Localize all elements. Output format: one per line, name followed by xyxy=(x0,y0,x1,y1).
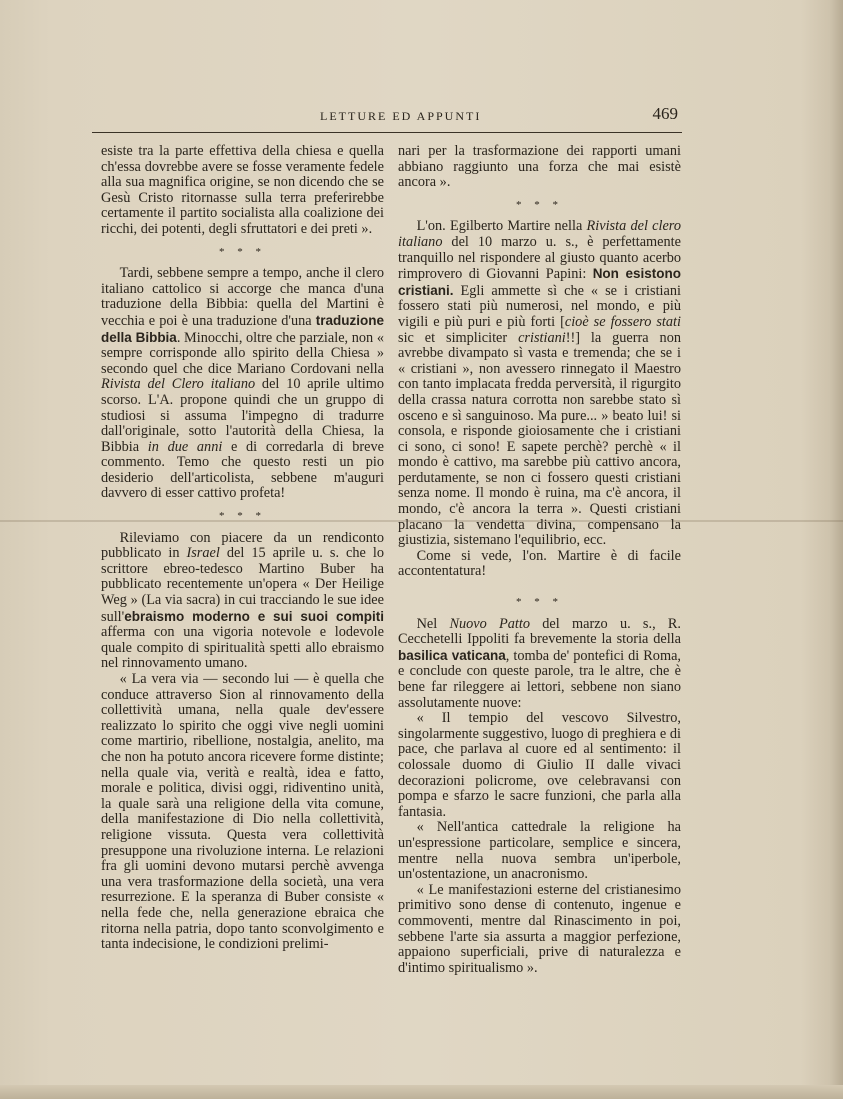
left-column xyxy=(101,144,384,953)
section-separator: * * * xyxy=(516,198,563,211)
paragraph: esiste tra la parte effettiva della chiesa e quella ch'essa dovrebbe avere se fosse veramente fedele alla sua magnifica origine, se non dicendo che se Gesù Cristo ritornasse sulla terra preferirebbe certamente il partito socialista alla coalizione dei ricchi, dei potenti, degli sfruttatori e dei preti ». xyxy=(101,143,384,237)
bold-phrase: ebraismo moderno e sui suoi compiti xyxy=(124,608,384,624)
italic-phrase: Rivista del Clero italiano xyxy=(101,376,256,393)
section-separator: * * * xyxy=(219,510,266,523)
page-edge-bottom xyxy=(0,1085,843,1099)
right-column xyxy=(398,144,681,976)
running-title: LETTURE ED APPUNTI xyxy=(320,109,482,123)
page-edge-right xyxy=(829,0,843,1099)
paragraph: « Il tempio del vescovo Silvestro, singolarmente suggestivo, luogo di preghiera e di pace, che parlava al cuore ed al sentimento: il colossale duomo di Giulio II dalle vivaci decorazioni policrome, ove celebravansi con pompa e sfarzo le sacre funzioni, che parla alla fantasia. xyxy=(398,710,681,820)
paragraph: nari per la trasformazione dei rapporti umani abbiano raggiunto una forza che mai esistè ancora ». xyxy=(398,143,681,191)
page-number: 469 xyxy=(652,104,678,123)
bold-phrase: basilica vaticana xyxy=(398,647,506,663)
page-header xyxy=(92,104,682,133)
section-separator: * * * xyxy=(516,596,563,609)
paragraph: L'on. Egilberto Martire nella Rivista del clero italiano del 10 marzo u. s., è perfettamente tranquillo nel rispondere al giusto quanto acerbo rimprovero di Giovanni Papini: Non esistono cristiani. Egli ammette sì che « se i cristiani fossero stati più numerosi, nel mondo, e più vigili e più puri e più forti [cioè se fossero stati sic et simpliciter cristiani!!] la guerra non avrebbe divampato sì vasta e tremenda; che se i « cristiani », non avessero rinnegato il Maestro con tanto implacata fredda perversità, il rigurgito della crassa natura corrotta non sarebbe stato sì osceno e sì sanguinoso. Ma pure... » beato lui! si consola, e risponde gioiosamente che i cristiani ci sono, ci sono! E sapete perchè? perchè « il mondo è cattivo, ma sarebbe più cattivo ancora, perdutamente, se non ci fossero questi cristiani senza nome. Il mondo è ruina, ma c'è ancora, il mondo, c'è ancora la terra ». Questi cristiani placano la vendetta divina, compensano la giustizia, sistemano l'equilibrio, ecc. xyxy=(398,218,681,549)
italic-phrase: cristiani xyxy=(518,329,566,346)
paragraph: Rileviamo con piacere da un rendiconto pubblicato in Israel del 15 aprile u. s. che lo scrittore ebreo-tedesco Martino Buber ha pubblicato recentemente un'opera « Der Heilige Weg » (La via sacra) in cui tracciando le sue idee sull'ebraismo moderno e sui suoi compiti afferma con una vigoria notevole e lodevole quale compito di spiritualità spetti allo ebraismo nel rinnovamento umano. xyxy=(101,529,384,672)
italic-phrase: cioè se fossero stati xyxy=(564,313,681,330)
paragraph: Come si vede, l'on. Martire è di facile accontentatura! xyxy=(398,547,681,580)
paragraph: Nel Nuovo Patto del marzo u. s., R. Cecchetelli Ippoliti fa brevemente la storia della basilica vaticana, tomba de' pontefici di Roma, e conclude con queste parole, tra le altre, che è bene far rileggere ai lettori, sebbene non siano assolutamente nuove: xyxy=(398,615,681,711)
italic-phrase: Israel xyxy=(186,545,220,562)
paragraph: Tardi, sebbene sempre a tempo, anche il clero italiano cattolico si accorge che manca d'una traduzione della Bibbia: quella del Martini è vecchia e poi è una traduzione d'una traduzione della Bibbia. Minocchi, oltre che parziale, non « sempre corrisponde allo spirito della Chiesa » secondo quel che dice Mariano Cordovani nella Rivista del Clero italiano del 10 aprile ultimo scorso. L'A. propone quindi che un gruppo di studiosi si assuma l'impegno di tradurre dall'originale, sotto l'autorità della Chiesa, la Bibbia in due anni e di corredarla di breve commento. Temo che questo resti un pio desiderio dell'articolista, sebbene m'auguri davvero di esser cattivo profeta! xyxy=(101,265,384,502)
paragraph: « Nell'antica cattedrale la religione ha un'espressione particolare, semplice e sincera, mentre nella nuova sembra un'iperbole, un'ostentazione, un anacronismo. xyxy=(398,819,681,883)
section-separator: * * * xyxy=(219,245,266,258)
paragraph: « La vera via — secondo lui — è quella che conduce attraverso Sion al rinnovamento della collettività umana, nella quale dev'essere realizzato lo spirito che oggi vive negli uomini come martirio, ribellione, nostalgia, anelito, ma che non ha potuto ancora ricevere forme distinte; nella quale via, verità e realtà, idea e fatto, morale e politica, divisi oggi, ridiventino unità, la quale sarà una religione della vita comune, della manifestazione di Dio nella collettività, religione vissuta. Questa vera collettività presuppone una rivoluzione interna. Le relazioni fra gli uomini devono mutarsi perchè avvenga una vera trasformazione della società, una vera resurrezione. E la speranza di Buber consiste « nella fede che, nella generazione ebraica che ritorna nella patria, dopo tanto sconvolgimento e tanta indecisione, le condizioni prelimi- xyxy=(101,671,384,953)
italic-phrase: Rivista del clero italiano xyxy=(398,218,681,250)
paragraph: « Le manifestazioni esterne del cristianesimo primitivo sono dense di contenuto, ingenue e commoventi, mentre dal Rinascimento in poi, sebbene l'arte sia assurta a maggior perfezione, appaiono superficiali, prive di naturalezza e d'intimo spiritualismo ». xyxy=(398,881,681,976)
italic-phrase: in due anni xyxy=(147,438,223,455)
italic-phrase: Nuovo Patto xyxy=(449,615,531,632)
bold-phrase: Non esistono cristiani. xyxy=(398,266,681,298)
bold-phrase: traduzione della Bibbia xyxy=(101,312,384,345)
